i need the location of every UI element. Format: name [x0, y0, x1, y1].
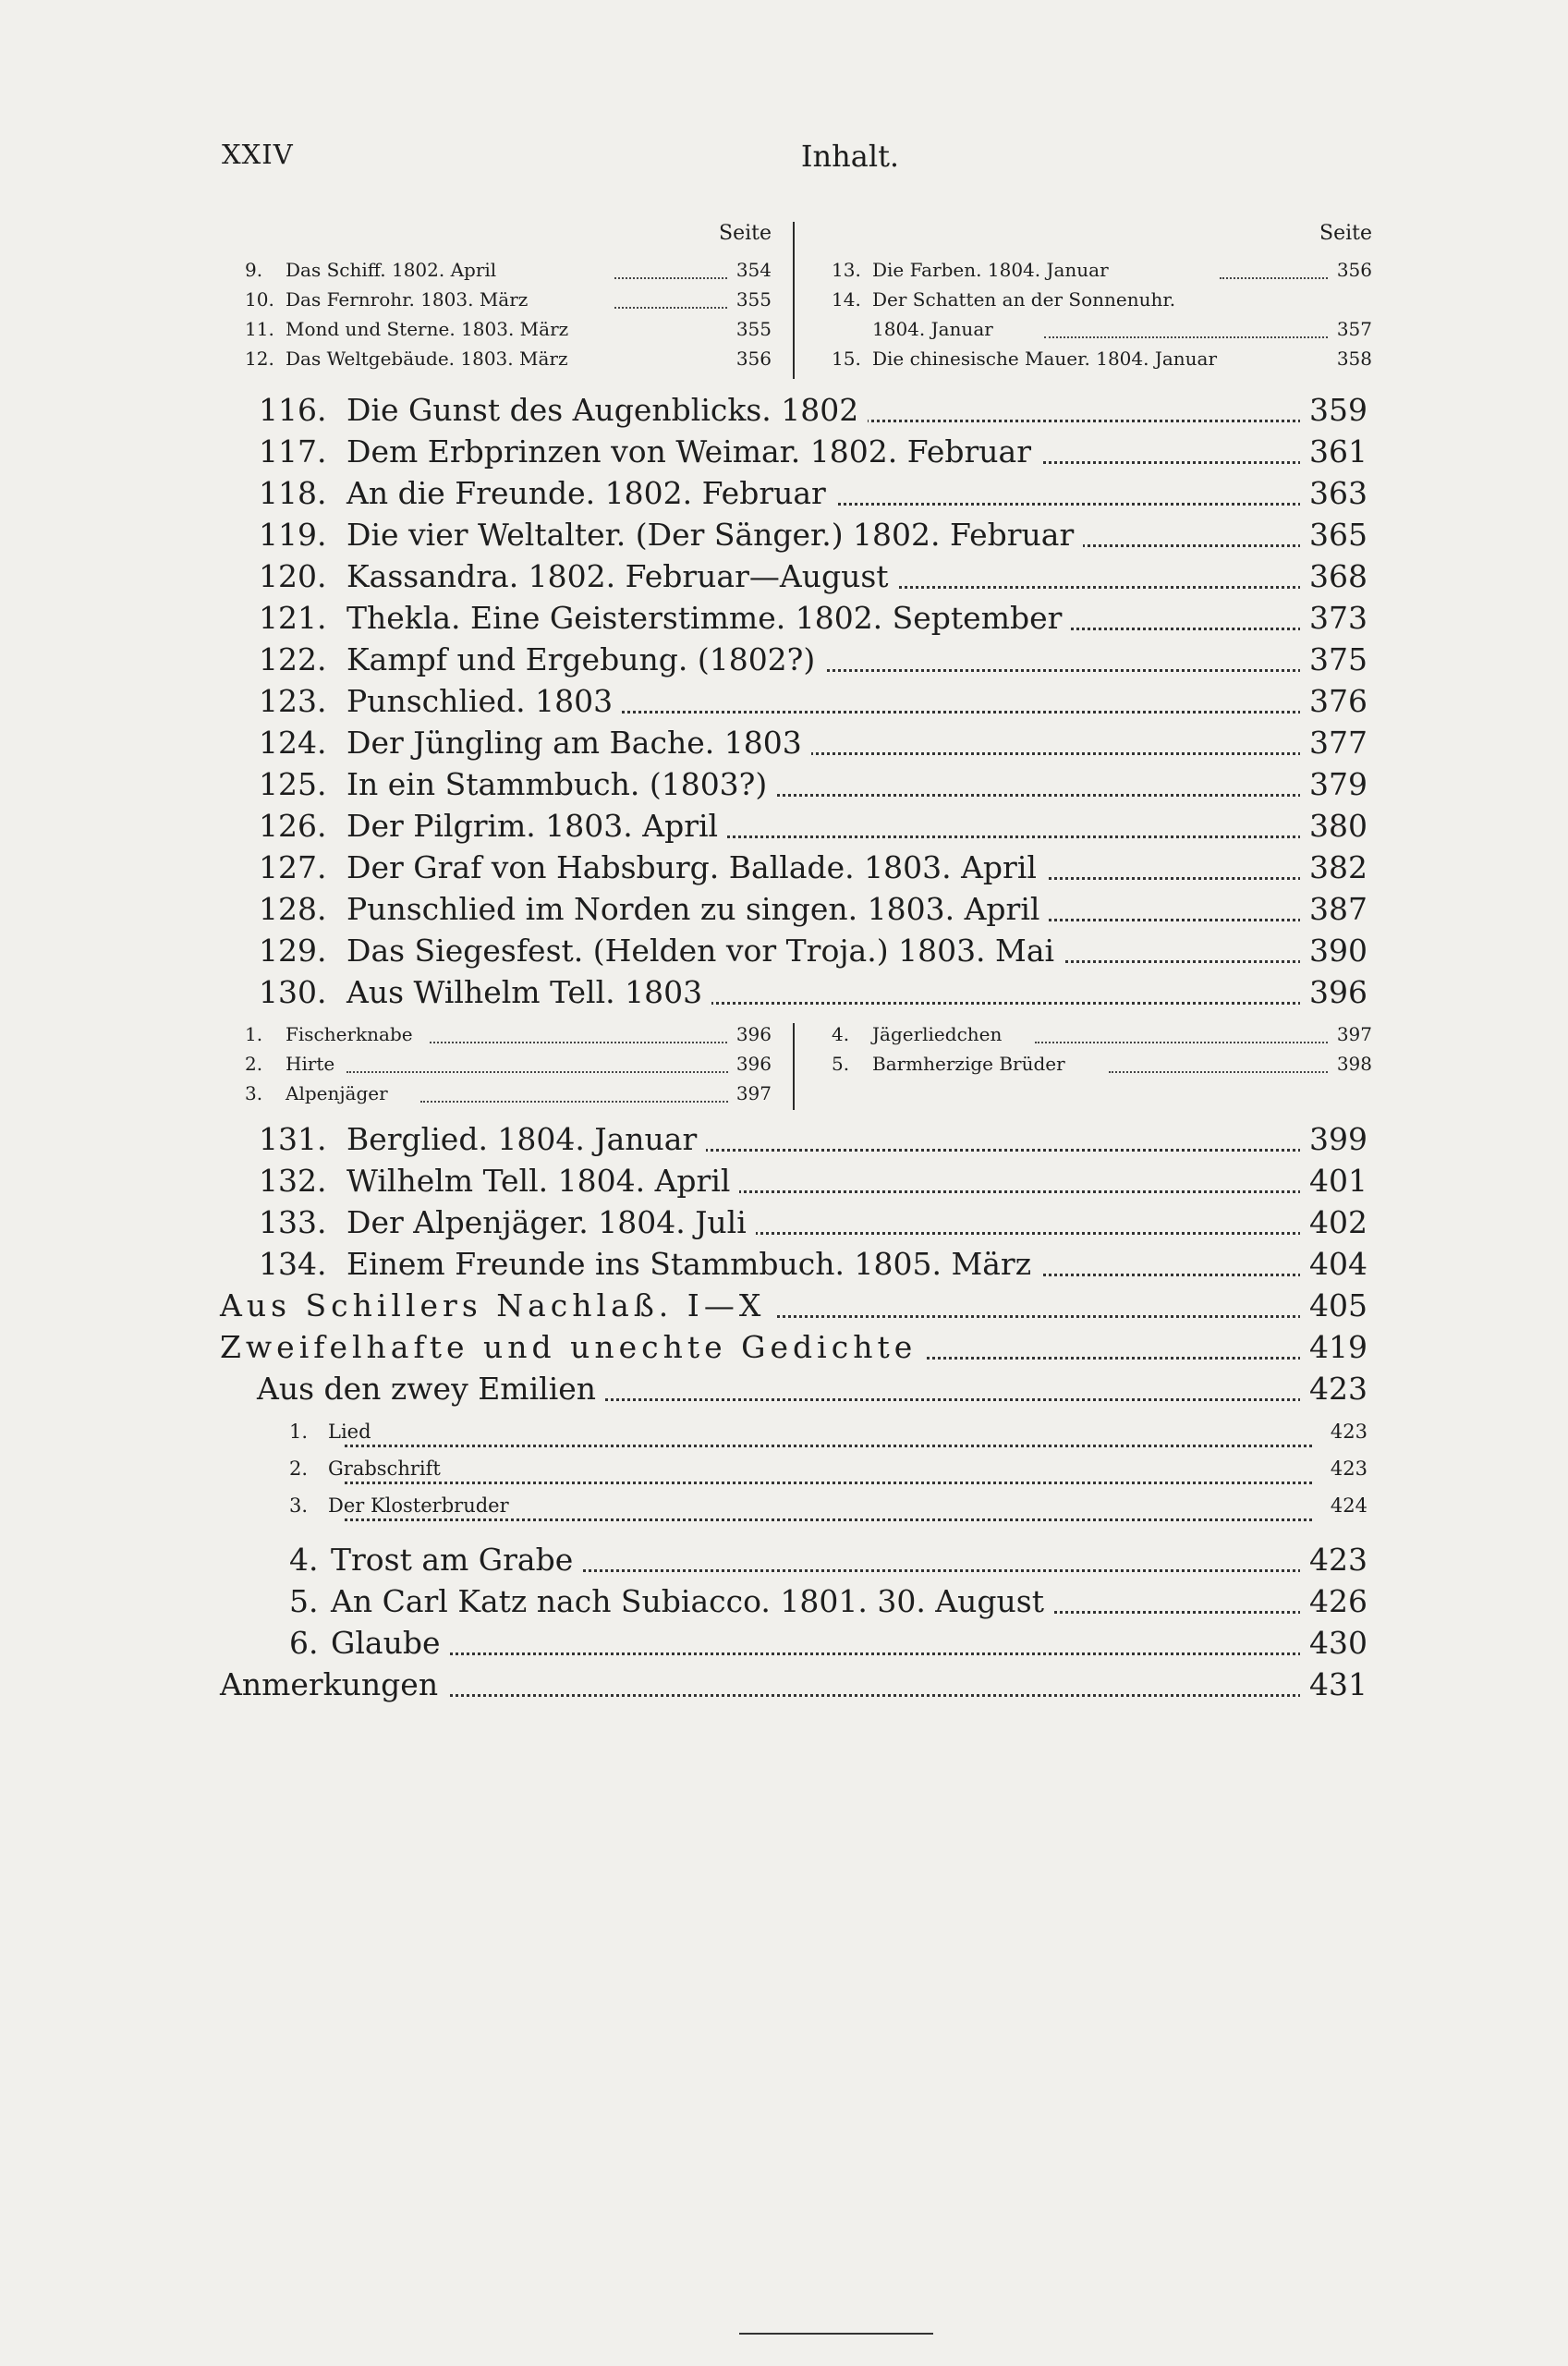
subentries-block-1 — [245, 222, 1372, 388]
toc-entry: 125. In ein Stammbuch. (1803?) 379 — [259, 766, 1367, 802]
list-item: 1. Fischerknabe 396 — [245, 1023, 772, 1045]
toc-entry: 4. Trost am Grabe 423 — [289, 1542, 1367, 1578]
running-head — [222, 139, 1367, 185]
toc-subentry: 3. Der Klosterbruder 424 — [289, 1494, 1367, 1530]
subentries-left — [245, 222, 772, 388]
toc-entry: 126. Der Pilgrim. 1803. April 380 — [259, 808, 1367, 844]
toc-entry: 119. Die vier Weltalter. (Der Sänger.) 1802. Februar 365 — [259, 517, 1367, 553]
toc-entry: Aus den zwey Emilien 423 — [257, 1371, 1367, 1407]
toc-entry: 118. An die Freunde. 1802. Februar 363 — [259, 475, 1367, 511]
toc-entry: 133. Der Alpenjäger. 1804. Juli 402 — [259, 1204, 1367, 1240]
toc-entry: 134. Einem Freunde ins Stammbuch. 1805. März 404 — [259, 1246, 1367, 1282]
toc-entry: 129. Das Siegesfest. (Helden vor Troja.) 1803. Mai 390 — [259, 933, 1367, 969]
list-item: 1804. Januar 357 — [872, 318, 1372, 340]
subentries-right — [832, 222, 1372, 388]
toc-subentry: 2. Grabschrift 423 — [289, 1457, 1367, 1493]
toc-entry: 122. Kampf und Ergebung. (1802?) 375 — [259, 641, 1367, 677]
end-rule — [739, 2333, 933, 2335]
toc-section: Aus Schillers Nachlaß. I—X 405 — [220, 1287, 1367, 1323]
subentries-left — [245, 1023, 772, 1116]
list-item: 10. Das Fernrohr. 1803. März 355 — [245, 288, 772, 311]
toc-entry: 6. Glaube 430 — [289, 1625, 1367, 1661]
page-number: XXIV — [222, 139, 294, 170]
toc-entry: 130. Aus Wilhelm Tell. 1803 396 — [259, 974, 1367, 1010]
subentries-right — [832, 1023, 1372, 1116]
list-item: 15. Die chinesische Mauer. 1804. Januar 358 — [832, 348, 1372, 370]
toc-entry: 131. Berglied. 1804. Januar 399 — [259, 1121, 1367, 1157]
list-item: 3. Alpenjäger 397 — [245, 1082, 772, 1104]
toc-entry: 116. Die Gunst des Augenblicks. 1802 359 — [259, 392, 1367, 428]
toc-section: Anmerkungen 431 — [220, 1666, 1367, 1702]
list-item: 4. Jägerliedchen 397 — [832, 1023, 1372, 1045]
list-item: 5. Barmherzige Brüder 398 — [832, 1053, 1372, 1075]
column-divider — [793, 1023, 795, 1110]
toc-entry: 5. An Carl Katz nach Subiacco. 1801. 30. August 426 — [289, 1583, 1367, 1619]
list-item: 14. Der Schatten an der Sonnenuhr. — [832, 288, 1176, 311]
toc-entry: 132. Wilhelm Tell. 1804. April 401 — [259, 1163, 1367, 1199]
list-item: 2. Hirte 396 — [245, 1053, 772, 1075]
toc-entry: 121. Thekla. Eine Geisterstimme. 1802. September 373 — [259, 600, 1367, 636]
list-item: 13. Die Farben. 1804. Januar 356 — [832, 259, 1372, 281]
page-title: Inhalt. — [800, 139, 900, 174]
toc-section: Zweifelhafte und unechte Gedichte 419 — [220, 1329, 1367, 1365]
toc-entry: 128. Punschlied im Norden zu singen. 1803. April 387 — [259, 891, 1367, 927]
column-divider — [793, 222, 795, 379]
toc-entry: 127. Der Graf von Habsburg. Ballade. 1803. April 382 — [259, 849, 1367, 885]
toc-entry: 124. Der Jüngling am Bache. 1803 377 — [259, 725, 1367, 761]
toc-entry: 117. Dem Erbprinzen von Weimar. 1802. Februar 361 — [259, 433, 1367, 470]
toc-entry: 120. Kassandra. 1802. Februar—August 368 — [259, 558, 1367, 594]
list-item: 12. Das Weltgebäude. 1803. März 356 — [245, 348, 772, 370]
subentries-block-2 — [245, 1023, 1372, 1116]
toc-subentry: 1. Lied 423 — [289, 1421, 1367, 1456]
list-item: 9. Das Schiff. 1802. April 354 — [245, 259, 772, 281]
seite-header: Seite — [1319, 222, 1372, 245]
seite-header: Seite — [719, 222, 772, 245]
list-item: 11. Mond und Sterne. 1803. März 355 — [245, 318, 772, 340]
toc-entry: 123. Punschlied. 1803 376 — [259, 683, 1367, 719]
